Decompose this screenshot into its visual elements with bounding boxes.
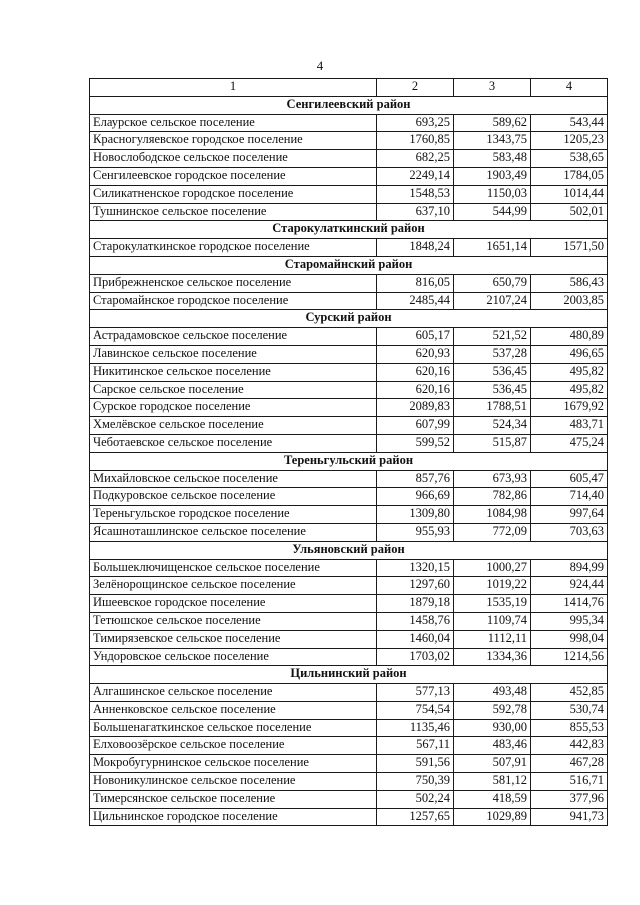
value-col-2: 966,69	[377, 488, 454, 506]
value-col-2: 816,05	[377, 274, 454, 292]
settlement-name: Мокробугурнинское сельское поселение	[90, 755, 377, 773]
value-col-4: 496,65	[531, 345, 608, 363]
district-header-row	[90, 256, 608, 274]
settlement-name: Большенагаткинское сельское поселение	[90, 719, 377, 737]
value-col-4: 495,82	[531, 381, 608, 399]
value-col-4: 1679,92	[531, 399, 608, 417]
value-col-3: 1535,19	[454, 595, 531, 613]
value-col-3: 537,28	[454, 345, 531, 363]
value-col-2: 1760,85	[377, 132, 454, 150]
value-col-3: 483,46	[454, 737, 531, 755]
value-col-3: 536,45	[454, 363, 531, 381]
value-col-3: 772,09	[454, 523, 531, 541]
district-header-row	[90, 666, 608, 684]
table-row	[90, 292, 608, 310]
settlement-name: Подкуровское сельское поселение	[90, 488, 377, 506]
table-row	[90, 434, 608, 452]
table-row	[90, 274, 608, 292]
column-header: 4	[531, 79, 608, 97]
value-col-2: 1458,76	[377, 612, 454, 630]
value-col-2: 502,24	[377, 790, 454, 808]
settlement-name: Старомайнское городское поселение	[90, 292, 377, 310]
settlement-name: Силикатненское городское поселение	[90, 185, 377, 203]
settlement-name: Новослободское сельское поселение	[90, 150, 377, 168]
table-row	[90, 239, 608, 257]
settlement-name: Тереньгульское городское поселение	[90, 506, 377, 524]
district-title: Старокулаткинский район	[90, 221, 608, 239]
value-col-4: 538,65	[531, 150, 608, 168]
page-number: 4	[316, 58, 324, 73]
settlement-name: Прибрежненское сельское поселение	[90, 274, 377, 292]
value-col-3: 521,52	[454, 328, 531, 346]
table-row	[90, 701, 608, 719]
value-col-3: 2107,24	[454, 292, 531, 310]
table-row	[90, 399, 608, 417]
table-row	[90, 559, 608, 577]
table-row	[90, 345, 608, 363]
district-header-row	[90, 96, 608, 114]
value-col-3: 1788,51	[454, 399, 531, 417]
settlement-name: Красногуляевское городское поселение	[90, 132, 377, 150]
district-title: Сенгилеевский район	[90, 96, 608, 114]
value-col-4: 894,99	[531, 559, 608, 577]
value-col-3: 673,93	[454, 470, 531, 488]
value-col-4: 1414,76	[531, 595, 608, 613]
value-col-3: 1150,03	[454, 185, 531, 203]
value-col-2: 2249,14	[377, 167, 454, 185]
value-col-3: 493,48	[454, 684, 531, 702]
table-row	[90, 737, 608, 755]
table-row	[90, 470, 608, 488]
table-row	[90, 790, 608, 808]
value-col-4: 1571,50	[531, 239, 608, 257]
district-header-row	[90, 452, 608, 470]
value-col-2: 607,99	[377, 417, 454, 435]
value-col-3: 1084,98	[454, 506, 531, 524]
settlement-name: Хмелёвское сельское поселение	[90, 417, 377, 435]
settlement-name: Елховоозёрское сельское поселение	[90, 737, 377, 755]
district-header-row	[90, 221, 608, 239]
value-col-3: 544,99	[454, 203, 531, 221]
settlement-name: Анненковское сельское поселение	[90, 701, 377, 719]
settlement-name: Тушнинское сельское поселение	[90, 203, 377, 221]
value-col-4: 480,89	[531, 328, 608, 346]
value-col-2: 1703,02	[377, 648, 454, 666]
value-col-2: 1309,80	[377, 506, 454, 524]
value-col-4: 483,71	[531, 417, 608, 435]
value-col-3: 536,45	[454, 381, 531, 399]
settlement-name: Большеключищенское сельское поселение	[90, 559, 377, 577]
value-col-3: 583,48	[454, 150, 531, 168]
value-col-4: 997,64	[531, 506, 608, 524]
value-col-4: 1214,56	[531, 648, 608, 666]
column-header: 2	[377, 79, 454, 97]
value-col-2: 1257,65	[377, 808, 454, 826]
district-title: Старомайнский район	[90, 256, 608, 274]
value-col-2: 567,11	[377, 737, 454, 755]
table-row	[90, 808, 608, 826]
value-col-4: 377,96	[531, 790, 608, 808]
value-col-4: 502,01	[531, 203, 608, 221]
settlement-name: Цильнинское городское поселение	[90, 808, 377, 826]
value-col-2: 605,17	[377, 328, 454, 346]
value-col-3: 418,59	[454, 790, 531, 808]
value-col-4: 530,74	[531, 701, 608, 719]
value-col-2: 620,16	[377, 381, 454, 399]
value-col-2: 750,39	[377, 773, 454, 791]
table-row	[90, 185, 608, 203]
value-col-4: 467,28	[531, 755, 608, 773]
column-header: 3	[454, 79, 531, 97]
table-row	[90, 363, 608, 381]
table-row	[90, 506, 608, 524]
value-col-4: 714,40	[531, 488, 608, 506]
value-col-4: 2003,85	[531, 292, 608, 310]
value-col-3: 589,62	[454, 114, 531, 132]
value-col-4: 855,53	[531, 719, 608, 737]
data-table	[89, 78, 608, 826]
value-col-3: 1651,14	[454, 239, 531, 257]
value-col-3: 1334,36	[454, 648, 531, 666]
table-row	[90, 773, 608, 791]
table-row	[90, 417, 608, 435]
settlement-name: Тетюшское сельское поселение	[90, 612, 377, 630]
value-col-4: 543,44	[531, 114, 608, 132]
settlement-name: Сурское городское поселение	[90, 399, 377, 417]
value-col-3: 507,91	[454, 755, 531, 773]
settlement-name: Елаурское сельское поселение	[90, 114, 377, 132]
table-row	[90, 488, 608, 506]
value-col-2: 637,10	[377, 203, 454, 221]
value-col-2: 1848,24	[377, 239, 454, 257]
district-header-row	[90, 310, 608, 328]
value-col-3: 650,79	[454, 274, 531, 292]
value-col-2: 1320,15	[377, 559, 454, 577]
table-row	[90, 523, 608, 541]
table-row	[90, 203, 608, 221]
settlement-name: Тимирязевское сельское поселение	[90, 630, 377, 648]
table-row	[90, 150, 608, 168]
settlement-name: Астрадамовское сельское поселение	[90, 328, 377, 346]
settlement-name: Тимерсянское сельское поселение	[90, 790, 377, 808]
settlement-name: Никитинское сельское поселение	[90, 363, 377, 381]
table-row	[90, 167, 608, 185]
district-title: Тереньгульский район	[90, 452, 608, 470]
value-col-3: 1903,49	[454, 167, 531, 185]
table-row	[90, 577, 608, 595]
value-col-4: 703,63	[531, 523, 608, 541]
value-col-2: 620,16	[377, 363, 454, 381]
district-title: Ульяновский район	[90, 541, 608, 559]
value-col-2: 1297,60	[377, 577, 454, 595]
value-col-2: 682,25	[377, 150, 454, 168]
value-col-4: 516,71	[531, 773, 608, 791]
value-col-2: 1879,18	[377, 595, 454, 613]
district-title: Цильнинский район	[90, 666, 608, 684]
settlement-name: Ундоровское сельское поселение	[90, 648, 377, 666]
value-col-2: 2089,83	[377, 399, 454, 417]
value-col-2: 577,13	[377, 684, 454, 702]
settlement-name: Новоникулинское сельское поселение	[90, 773, 377, 791]
table-row	[90, 719, 608, 737]
value-col-2: 599,52	[377, 434, 454, 452]
table-row	[90, 684, 608, 702]
column-header: 1	[90, 79, 377, 97]
value-col-3: 1029,89	[454, 808, 531, 826]
table-row	[90, 612, 608, 630]
table-body	[90, 79, 608, 826]
value-col-3: 581,12	[454, 773, 531, 791]
value-col-4: 998,04	[531, 630, 608, 648]
table-row	[90, 132, 608, 150]
settlement-name: Ясашноташлинское сельское поселение	[90, 523, 377, 541]
value-col-3: 782,86	[454, 488, 531, 506]
value-col-3: 930,00	[454, 719, 531, 737]
value-col-2: 857,76	[377, 470, 454, 488]
value-col-4: 475,24	[531, 434, 608, 452]
settlement-name: Алгашинское сельское поселение	[90, 684, 377, 702]
value-col-3: 1112,11	[454, 630, 531, 648]
settlement-name: Зелёнорощинское сельское поселение	[90, 577, 377, 595]
settlement-name: Сенгилеевское городское поселение	[90, 167, 377, 185]
value-col-3: 1000,27	[454, 559, 531, 577]
value-col-4: 1205,23	[531, 132, 608, 150]
table-row	[90, 755, 608, 773]
settlement-name: Михайловское сельское поселение	[90, 470, 377, 488]
settlement-name: Сарское сельское поселение	[90, 381, 377, 399]
value-col-3: 515,87	[454, 434, 531, 452]
value-col-4: 586,43	[531, 274, 608, 292]
value-col-2: 2485,44	[377, 292, 454, 310]
value-col-3: 1019,22	[454, 577, 531, 595]
value-col-4: 452,85	[531, 684, 608, 702]
table-row	[90, 328, 608, 346]
settlement-name: Лавинское сельское поселение	[90, 345, 377, 363]
table-row	[90, 630, 608, 648]
value-col-3: 592,78	[454, 701, 531, 719]
table-row	[90, 595, 608, 613]
value-col-4: 995,34	[531, 612, 608, 630]
settlement-name: Чеботаевское сельское поселение	[90, 434, 377, 452]
value-col-2: 1460,04	[377, 630, 454, 648]
value-col-4: 941,73	[531, 808, 608, 826]
value-col-4: 1014,44	[531, 185, 608, 203]
table-row	[90, 648, 608, 666]
value-col-3: 1343,75	[454, 132, 531, 150]
value-col-2: 955,93	[377, 523, 454, 541]
value-col-3: 1109,74	[454, 612, 531, 630]
value-col-4: 924,44	[531, 577, 608, 595]
value-col-2: 1135,46	[377, 719, 454, 737]
value-col-2: 591,56	[377, 755, 454, 773]
column-header-row	[90, 79, 608, 97]
table-row	[90, 114, 608, 132]
table-row	[90, 381, 608, 399]
value-col-4: 495,82	[531, 363, 608, 381]
value-col-4: 605,47	[531, 470, 608, 488]
value-col-2: 1548,53	[377, 185, 454, 203]
value-col-4: 1784,05	[531, 167, 608, 185]
value-col-4: 442,83	[531, 737, 608, 755]
value-col-2: 620,93	[377, 345, 454, 363]
district-title: Сурский район	[90, 310, 608, 328]
value-col-2: 693,25	[377, 114, 454, 132]
settlement-name: Ишеевское городское поселение	[90, 595, 377, 613]
district-header-row	[90, 541, 608, 559]
value-col-2: 754,54	[377, 701, 454, 719]
settlement-name: Старокулаткинское городское поселение	[90, 239, 377, 257]
value-col-3: 524,34	[454, 417, 531, 435]
